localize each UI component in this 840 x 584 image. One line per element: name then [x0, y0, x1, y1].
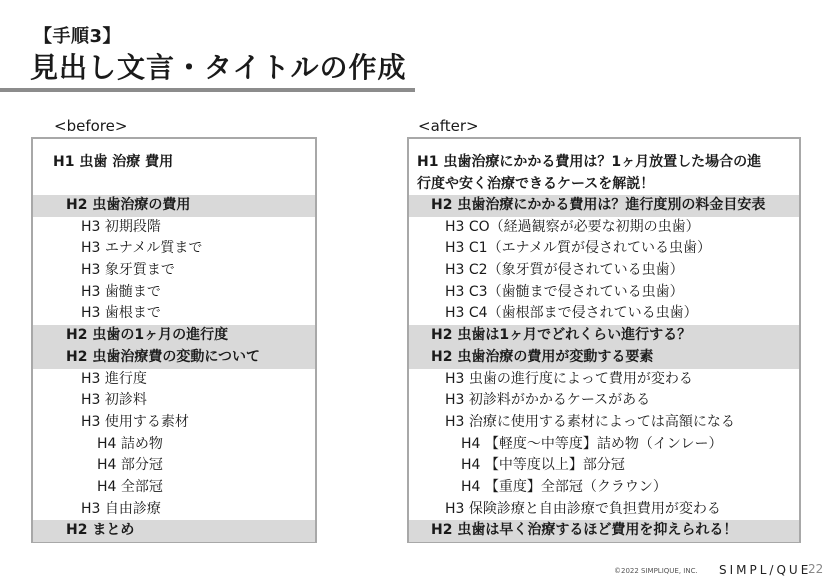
after-h4-row: H4 【軽度～中等度】詰め物（インレー）	[461, 435, 723, 452]
page-title: 見出し文言・タイトルの作成	[30, 51, 407, 84]
after-h3-row: H3 C3（歯髄まで侵されている虫歯）	[445, 283, 684, 300]
step-label: 【手順3】	[34, 26, 122, 47]
copyright: ©2022 SIMPLIQUE, INC.	[614, 567, 698, 575]
before-h1: H1 虫歯 治療 費用	[53, 154, 174, 170]
after-h3-row: H3 C2（象牙質が侵されている虫歯）	[445, 262, 684, 279]
before-h2-row: H2 虫歯治療の費用	[33, 195, 315, 217]
before-h4-row: H4 部分冠	[97, 457, 163, 474]
before-h3-row: H3 歯根まで	[81, 305, 161, 322]
before-h3-row: H3 使用する素材	[81, 413, 189, 430]
title-underline	[0, 88, 415, 92]
after-h2-row: H2 虫歯は1ヶ月でどれくらい進行する？	[409, 325, 799, 347]
before-h4-row: H4 詰め物	[97, 435, 163, 452]
after-h2-row: H2 虫歯治療にかかる費用は？進行度別の料金目安表	[409, 195, 799, 217]
after-h3-row: H3 虫歯の進行度によって費用が変わる	[445, 370, 693, 387]
before-h3-row: H3 歯髄まで	[81, 283, 161, 300]
after-h3-row: H3 治療に使用する素材によっては高額になる	[445, 413, 735, 430]
before-h4-row: H4 全部冠	[97, 478, 163, 495]
after-h2-row: H2 虫歯は早く治療するほど費用を抑えられる！	[409, 520, 799, 542]
before-h3-row: H3 自由診療	[81, 500, 161, 517]
after-h3-row: H3 C1（エナメル質が侵されている虫歯）	[445, 240, 712, 257]
before-h3-row: H3 エナメル質まで	[81, 240, 203, 257]
before-outline-box	[31, 137, 317, 543]
before-h3-row: H3 進行度	[81, 370, 147, 387]
after-h3-row: H3 C4（歯根部まで侵されている虫歯）	[445, 305, 698, 322]
before-label: <before>	[54, 117, 128, 135]
brand-logo: SIMPL/QUE	[719, 563, 812, 577]
before-h3-row: H3 初診料	[81, 392, 147, 409]
after-h1-line2: 行度や安く治療できるケースを解説！	[417, 176, 655, 192]
before-outline-list	[33, 195, 315, 542]
after-h3-row: H3 初診料がかかるケースがある	[445, 392, 651, 409]
after-h4-row: H4 【重度】全部冠（クラウン）	[461, 478, 667, 495]
after-outline-box	[407, 137, 801, 543]
after-h4-row: H4 【中等度以上】部分冠	[461, 457, 625, 474]
before-h3-row: H3 象牙質まで	[81, 262, 175, 279]
after-h3-row: H3 保険診療と自由診療で負担費用が変わる	[445, 500, 721, 517]
before-h2-row: H2 まとめ	[33, 520, 315, 542]
before-h2-row: H2 虫歯の1ヶ月の進行度	[33, 325, 315, 347]
after-outline-list	[409, 195, 799, 542]
after-h2-row: H2 虫歯治療の費用が変動する要素	[409, 347, 799, 369]
page-number: 22	[808, 562, 824, 576]
before-h2-row: H2 虫歯治療費の変動について	[33, 347, 315, 369]
after-h1-line1: H1 虫歯治療にかかる費用は？1ヶ月放置した場合の進	[417, 154, 762, 170]
before-h3-row: H3 初期段階	[81, 218, 161, 235]
after-label: <after>	[418, 117, 479, 135]
after-h3-row: H3 CO（経過観察が必要な初期の虫歯）	[445, 218, 700, 235]
